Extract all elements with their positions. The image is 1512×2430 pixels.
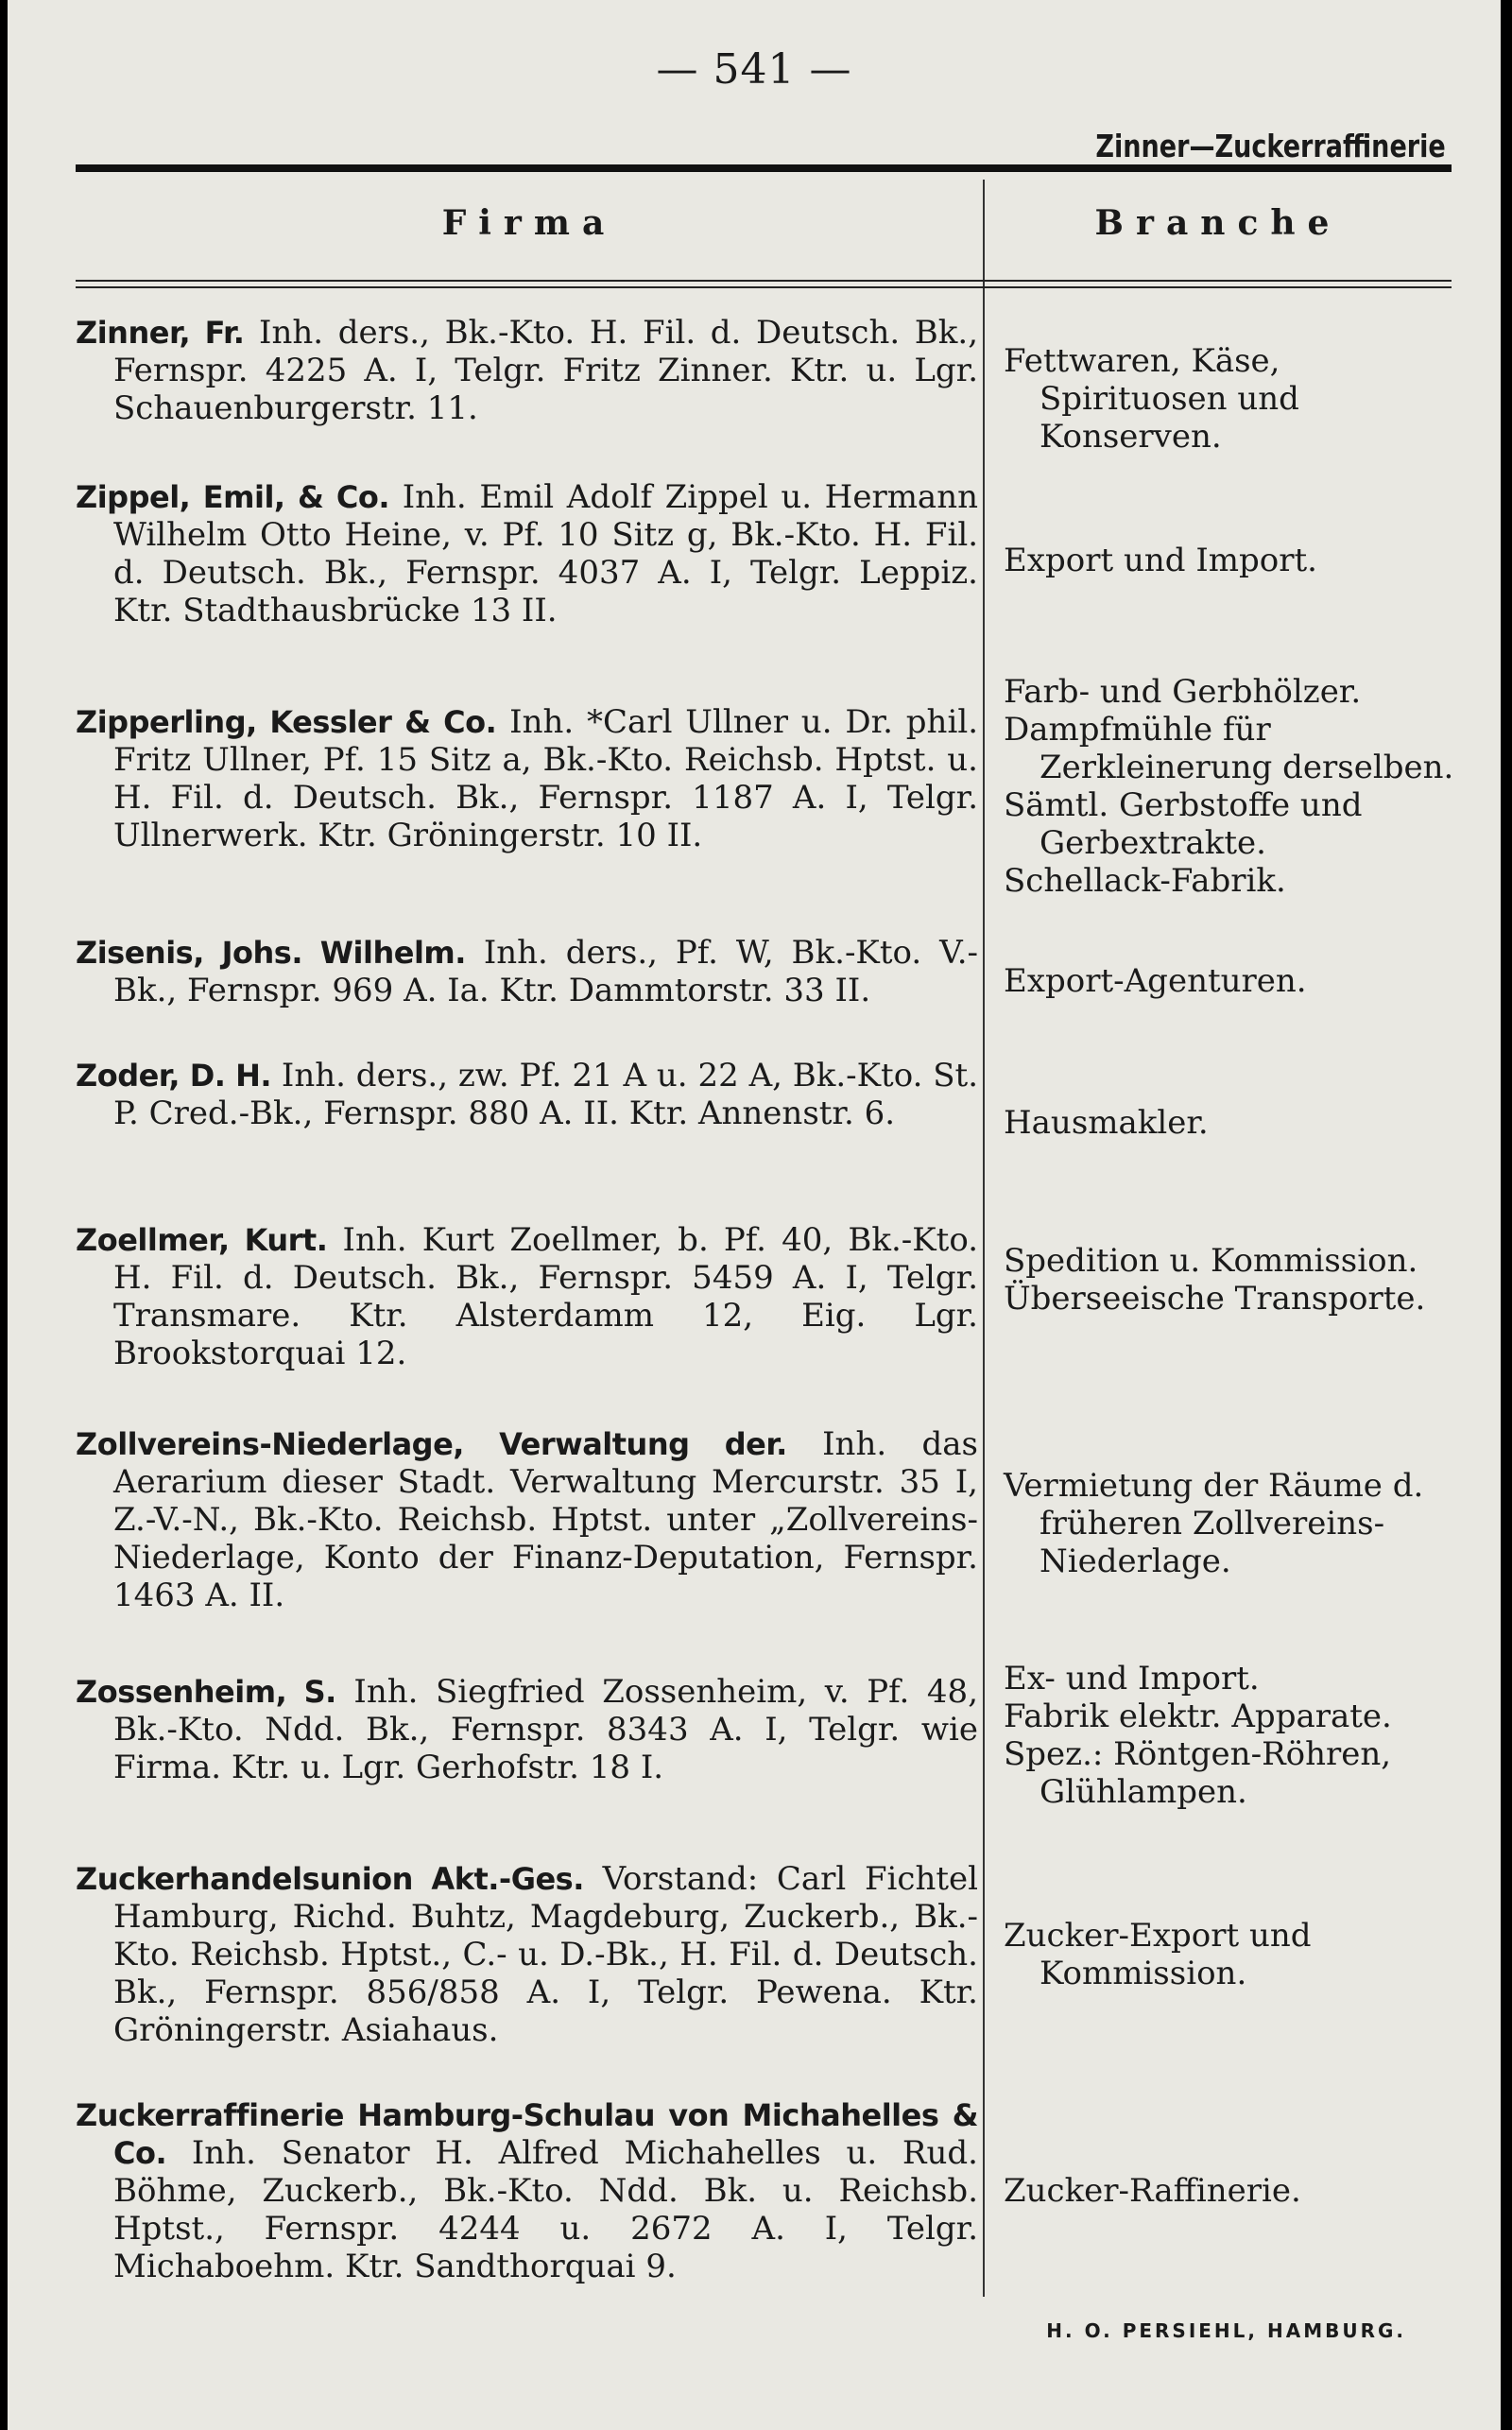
- firma-details: Inh. *Carl Ullner u. Dr. phil. Fritz Ullner, Pf. 15 Sitz a, Bk.-Kto. Reichsb. Hptst. u. H. Fil. d. Deutsch. Bk., Fernspr. 1187 A. I, Telgr. Ullnerwerk. Ktr. Gröningerstr. 10 II.: [113, 703, 979, 854]
- branche-cell: [1004, 542, 1455, 579]
- branche-line: Spez.: Röntgen-Röhren, Glühlampen.: [1004, 1735, 1392, 1811]
- firma-cell: [76, 2096, 978, 2285]
- firma-cell: [76, 1221, 978, 1372]
- firma-details: Vorstand: Carl Fichtel Hamburg, Richd. Buhtz, Magdeburg, Zuckerb., Bk.-Kto. Reichsb. Hptst., C.- u. D.-Bk., H. Fil. d. Deutsch. Bk., Fernspr. 856/858 A. I, Telgr. Pewena. Ktr. Gröningerstr. Asiahaus.: [113, 1860, 979, 2049]
- branche-cell: [1004, 1467, 1455, 1580]
- branche-line: Fettwaren, Käse, Spirituosen und Konserven.: [1004, 342, 1299, 456]
- header-rule: [76, 164, 1452, 172]
- branche-line: Vermietung der Räume d. früheren Zollvereins-Niederlage.: [1004, 1467, 1424, 1580]
- firma-cell: [76, 478, 978, 629]
- branche-line: Hausmakler.: [1004, 1104, 1209, 1142]
- branche-line: Zucker-Export und Kommission.: [1004, 1917, 1312, 1992]
- firma-details: Inh. Siegfried Zossenheim, v. Pf. 48, Bk.-Kto. Ndd. Bk., Fernspr. 8343 A. I, Telgr. wie Firma. Ktr. u. Lgr. Gerhofstr. 18 I.: [113, 1673, 979, 1786]
- firma-cell: [76, 1673, 978, 1786]
- firma-cell: [76, 934, 978, 1009]
- branche-line: Überseeische Transporte.: [1004, 1280, 1426, 1318]
- firma-name: Zipperling, Kessler & Co.: [76, 704, 497, 740]
- firma-cell: [76, 1057, 978, 1132]
- firma-name: Zuckerhandelsunion Akt.-Ges.: [76, 1861, 584, 1897]
- branche-line: Zucker-Raffinerie.: [1004, 2172, 1301, 2210]
- firma-name: Zinner, Fr.: [76, 315, 245, 351]
- firma-name: Zossenheim, S.: [76, 1674, 336, 1710]
- branche-line: Export und Import.: [1004, 542, 1317, 579]
- firma-cell: [76, 314, 978, 427]
- branche-cell: [1004, 1242, 1455, 1318]
- firma-details: Inh. Senator H. Alfred Michahelles u. Rud. Böhme, Zuckerb., Bk.-Kto. Ndd. Bk. u. Reichsb. Hptst., Fernspr. 4244 u. 2672 A. I, Telgr. Michaboehm. Ktr. Sandthorquai 9.: [113, 2134, 978, 2285]
- branche-line: Schellack-Fabrik.: [1004, 862, 1286, 900]
- range-header: Zinner—Zuckerraffinerie: [1095, 128, 1446, 164]
- firma-cell: [76, 1425, 978, 1614]
- directory-page: [8, 0, 1501, 2430]
- branche-line: Export-Agenturen.: [1004, 962, 1307, 1000]
- column-header-branche: Branche: [1094, 203, 1342, 243]
- firma-details: Inh. Emil Adolf Zippel u. Hermann Wilhelm Otto Heine, v. Pf. 10 Sitz g, Bk.-Kto. H. Fil. d. Deutsch. Bk., Fernspr. 4037 A. I, Telgr. Leppiz. Ktr. Stadthausbrücke 13 II.: [113, 478, 979, 629]
- firma-cell: [76, 703, 978, 854]
- firma-name: Zippel, Emil, & Co.: [76, 479, 390, 515]
- branche-cell: [1004, 1104, 1455, 1142]
- firma-details: Inh. ders., Bk.-Kto. H. Fil. d. Deutsch. Bk., Fernspr. 4225 A. I, Telgr. Fritz Zinner. Ktr. u. Lgr. Schauenburgerstr. 11.: [113, 314, 979, 427]
- column-header-firma: Firma: [441, 203, 617, 243]
- branche-line: Farb- und Gerbhölzer.: [1004, 673, 1362, 711]
- firma-name: Zoder, D. H.: [76, 1058, 272, 1094]
- column-divider: [983, 180, 985, 2297]
- firma-name: Zisenis, Johs. Wilhelm.: [76, 935, 466, 971]
- firma-details: Inh. das Aerarium dieser Stadt. Verwaltung Mercurstr. 35 I, Z.-V.-N., Bk.-Kto. Reichsb. Hptst. unter „Zollvereins-Niederlage, Konto der Finanz-Deputation, Fernspr. 1463 A. II.: [113, 1425, 979, 1614]
- firma-name: Zoellmer, Kurt.: [76, 1222, 328, 1258]
- firma-name: Zuckerraffinerie Hamburg-Schulau von Michahelles & Co.: [76, 2097, 978, 2171]
- branche-cell: [1004, 962, 1455, 1000]
- firma-cell: [76, 1860, 978, 2049]
- firma-name: Zollvereins-Niederlage, Verwaltung der.: [76, 1426, 787, 1462]
- branche-cell: [1004, 2172, 1455, 2210]
- branche-line: Fabrik elektr. Apparate.: [1004, 1698, 1392, 1735]
- branche-line: Spedition u. Kommission.: [1004, 1242, 1418, 1280]
- firma-details: Inh. Kurt Zoellmer, b. Pf. 40, Bk.-Kto. H. Fil. d. Deutsch. Bk., Fernspr. 5459 A. I, Telgr. Transmare. Ktr. Alsterdamm 12, Eig. Lgr. Brookstorquai 12.: [113, 1221, 978, 1372]
- branche-cell: [1004, 342, 1455, 456]
- branche-cell: [1004, 1660, 1455, 1811]
- branche-line: Sämtl. Gerbstoffe und Gerbextrakte.: [1004, 786, 1363, 862]
- firma-details: Inh. ders., Pf. W, Bk.-Kto. V.-Bk., Fernspr. 969 A. Ia. Ktr. Dammtorstr. 33 II.: [113, 934, 978, 1009]
- page-number: — 541 —: [656, 45, 852, 94]
- firma-details: Inh. ders., zw. Pf. 21 A u. 22 A, Bk.-Kto. St. P. Cred.-Bk., Fernspr. 880 A. II. Ktr. Annenstr. 6.: [113, 1057, 979, 1132]
- header-bottom-rule-double: [76, 286, 1452, 288]
- branche-cell: [1004, 673, 1455, 900]
- header-bottom-rule: [76, 280, 1452, 282]
- branche-cell: [1004, 1917, 1455, 1992]
- printer-imprint: H. O. PERSIEHL, HAMBURG.: [1046, 2319, 1406, 2342]
- branche-line: Ex- und Import.: [1004, 1660, 1260, 1698]
- branche-line: Dampfmühle für Zerkleinerung derselben.: [1004, 711, 1454, 786]
